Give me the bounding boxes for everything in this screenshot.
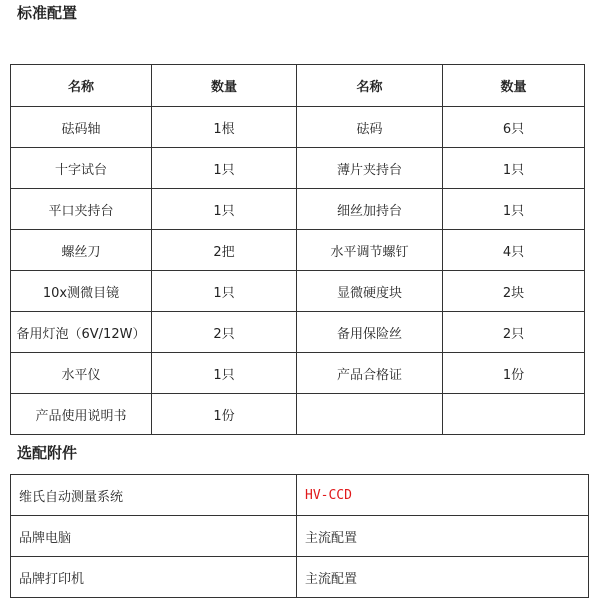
- item-qty: 1只: [443, 148, 585, 189]
- item-name: 细丝加持台: [297, 189, 443, 230]
- item-name: 薄片夹持台: [297, 148, 443, 189]
- item-name: 螺丝刀: [11, 230, 152, 271]
- table-row: [11, 353, 585, 394]
- accessory-spec: 主流配置: [297, 516, 589, 557]
- optional-accessories-table: [10, 474, 589, 598]
- item-name: 十字试台: [11, 148, 152, 189]
- table-row: [11, 475, 589, 516]
- accessory-spec: HV-CCD: [297, 475, 589, 516]
- standard-config-table: [10, 64, 585, 435]
- item-name: 水平仪: [11, 353, 152, 394]
- item-qty: 1只: [152, 353, 297, 394]
- item-name: 备用灯泡（6V/12W）: [11, 312, 152, 353]
- item-qty: 1根: [152, 107, 297, 148]
- table-row: [11, 394, 585, 435]
- item-name: 产品合格证: [297, 353, 443, 394]
- item-qty: 1只: [152, 189, 297, 230]
- item-name: 10x测微目镜: [11, 271, 152, 312]
- item-name: 砝码: [297, 107, 443, 148]
- accessory-name: 品牌打印机: [11, 557, 297, 598]
- item-name: 平口夹持台: [11, 189, 152, 230]
- table-row: [11, 271, 585, 312]
- header-name-2: 名称: [297, 65, 443, 107]
- item-name: 水平调节螺钉: [297, 230, 443, 271]
- item-name: 备用保险丝: [297, 312, 443, 353]
- table-row: [11, 312, 585, 353]
- table-row: [11, 148, 585, 189]
- item-qty: [443, 394, 585, 435]
- item-name: [297, 394, 443, 435]
- item-name: 产品使用说明书: [11, 394, 152, 435]
- item-qty: 2只: [152, 312, 297, 353]
- accessory-name: 维氏自动测量系统: [11, 475, 297, 516]
- header-name-1: 名称: [11, 65, 152, 107]
- item-qty: 2把: [152, 230, 297, 271]
- table-header-row: [11, 65, 585, 107]
- optional-accessories-title: 选配附件: [17, 444, 78, 462]
- item-name: 砝码轴: [11, 107, 152, 148]
- header-qty-1: 数量: [152, 65, 297, 107]
- table-row: [11, 230, 585, 271]
- accessory-spec: 主流配置: [297, 557, 589, 598]
- table-row: [11, 557, 589, 598]
- table-row: [11, 189, 585, 230]
- accessory-name: 品牌电脑: [11, 516, 297, 557]
- header-qty-2: 数量: [443, 65, 585, 107]
- item-qty: 2只: [443, 312, 585, 353]
- item-qty: 4只: [443, 230, 585, 271]
- item-qty: 1只: [152, 271, 297, 312]
- item-qty: 1份: [152, 394, 297, 435]
- item-qty: 1份: [443, 353, 585, 394]
- standard-config-title: 标准配置: [17, 4, 78, 22]
- item-qty: 1只: [152, 148, 297, 189]
- item-qty: 2块: [443, 271, 585, 312]
- item-name: 显微硬度块: [297, 271, 443, 312]
- table-row: [11, 516, 589, 557]
- item-qty: 6只: [443, 107, 585, 148]
- item-qty: 1只: [443, 189, 585, 230]
- table-row: [11, 107, 585, 148]
